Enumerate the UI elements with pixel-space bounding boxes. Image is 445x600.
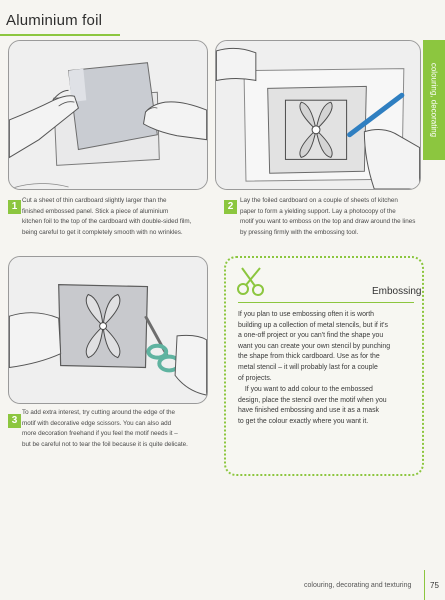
step-3-text	[22, 408, 212, 450]
step-number-badge: 1	[8, 200, 21, 214]
step-3-line: motif with decorative edge scissors. You can also add	[22, 419, 172, 427]
tip-line: metal stencil – it will probably last for a couple	[238, 363, 378, 371]
photo-step-2	[215, 40, 421, 190]
step-1-line: finished embossed panel. Stick a piece of aluminium	[22, 207, 169, 215]
step-2-line: paper to form a yielding support. Lay a photocopy of the	[240, 207, 396, 215]
tip-line: of projects.	[238, 374, 272, 382]
tip-paragraph-1	[238, 310, 420, 384]
step-3-line: but be careful not to tear the foil because it is quite delicate.	[22, 440, 188, 448]
tip-line: have finished embossing and use it as a mask	[238, 407, 379, 415]
side-tab-label: colouring, decorating	[429, 62, 439, 138]
photo-step-1	[8, 40, 208, 190]
tip-line: If you plan to use embossing often it is worth	[238, 311, 374, 318]
step-1-line: being careful to get it completely smooth with no wrinkles.	[22, 228, 183, 236]
tip-line: design, place the stencil over the motif when you	[238, 396, 387, 404]
stencil-tracing-illustration	[216, 41, 420, 189]
tip-paragraph-2	[238, 385, 420, 427]
footer-divider	[424, 570, 425, 600]
step-2-text	[240, 196, 430, 238]
step-3-line: To add extra interest, try cutting around the edge of the	[22, 409, 175, 416]
step-number-badge: 3	[8, 414, 21, 428]
edge-scissors-illustration	[9, 257, 207, 403]
step-3-line: more decoration freehand if you feel the motif needs it –	[22, 430, 178, 437]
step-1-line: kitchen foil to the top of the cardboard with double-sided film,	[22, 218, 192, 225]
foil-card-illustration	[9, 41, 207, 189]
tip-box-title: Embossing	[372, 286, 422, 297]
title-underline	[0, 34, 120, 36]
tip-line: the shape from thick cardboard. Use as for the	[238, 353, 380, 361]
step-2-line: motif you want to emboss on the top and draw around the lines	[240, 218, 416, 225]
tip-line: a one-off project or you can't find the shape you	[238, 332, 384, 340]
step-1-text	[22, 196, 212, 238]
tip-line: If you want to add colour to the embossed	[238, 386, 373, 393]
embossing-tip-box	[224, 256, 424, 476]
running-footer: colouring, decorating and texturing	[304, 582, 412, 589]
tip-box-rule	[238, 302, 414, 303]
chapter-side-tab	[423, 40, 445, 160]
scissors-icon	[234, 264, 268, 298]
page-number: 75	[430, 581, 439, 590]
step-2-line: by pressing firmly with the embossing tool.	[240, 228, 359, 236]
tip-line: want you can create your own stencil by punching	[238, 342, 391, 350]
photo-step-3	[8, 256, 208, 404]
page-title: Aluminium foil	[6, 12, 103, 29]
tip-line: to get the colour exactly where you want it.	[238, 417, 369, 425]
step-2-line: Lay the foiled cardboard on a couple of sheets of kitchen	[240, 197, 398, 204]
step-1-line: Cut a sheet of thin cardboard slightly larger than the	[22, 197, 167, 204]
page-header	[0, 0, 140, 34]
step-number-badge: 2	[224, 200, 237, 214]
tip-line: building up a collection of metal stencils, but if it's	[238, 321, 388, 329]
